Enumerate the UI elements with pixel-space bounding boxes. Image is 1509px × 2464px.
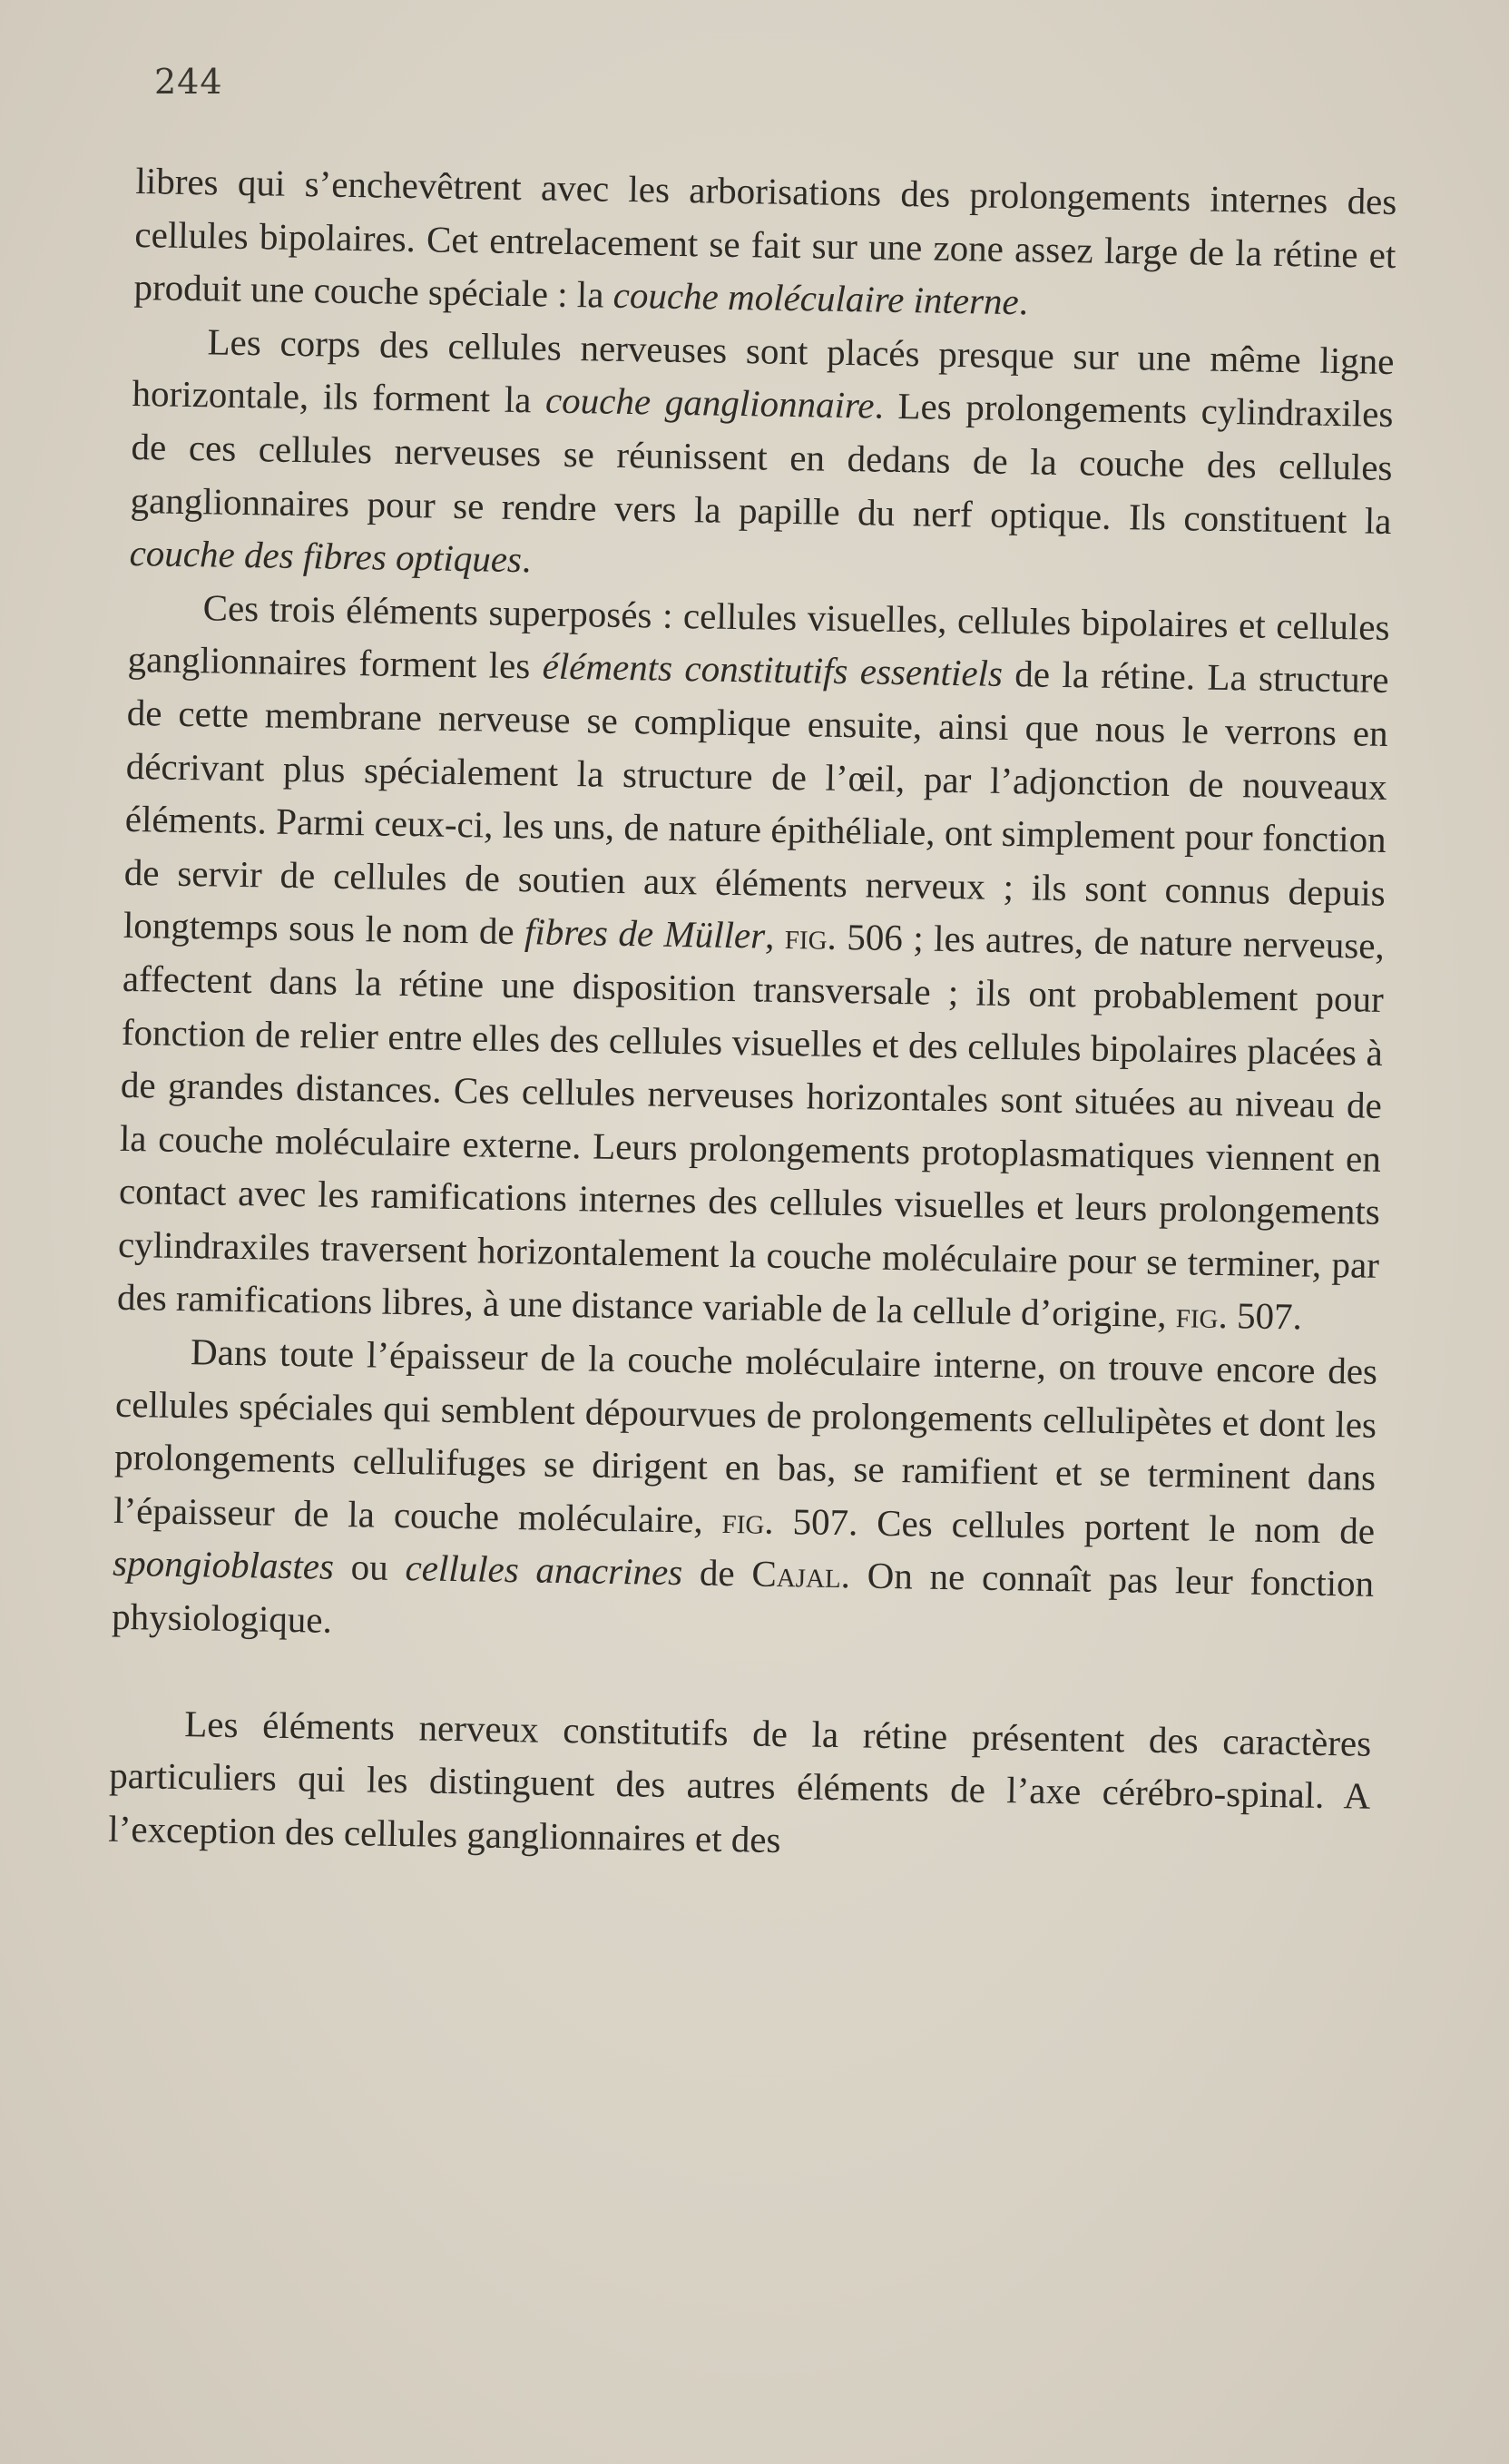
italic-term: couche ganglionnaire bbox=[544, 378, 875, 427]
page-number: 244 bbox=[154, 62, 223, 102]
italic-term: éléments constitutifs essentiels bbox=[542, 644, 1004, 695]
paragraph bbox=[112, 1324, 1378, 1664]
text-run: . On ne connaît pas leur fonction physiologique. bbox=[111, 1554, 1375, 1641]
text-run: , bbox=[764, 914, 786, 957]
paragraph bbox=[117, 580, 1390, 1345]
text-run: de bbox=[681, 1551, 752, 1595]
italic-term: cellules anacrines bbox=[405, 1546, 683, 1594]
text-run: Les corps des cellules nerveuses sont placés presque sur une même ligne horizontale, ils forment la bbox=[132, 320, 1395, 421]
small-caps-text: fig bbox=[721, 1498, 765, 1542]
text-run: . bbox=[521, 538, 532, 581]
text-run: Ces trois éléments superposés : cellules visuelles, cellules bipolaires et cellules ganglionnaires forment les bbox=[127, 586, 1390, 687]
italic-term: spongioblastes bbox=[112, 1542, 335, 1588]
text-run: Dans toute l’épaisseur de la couche moléculaire interne, on trouve encore des cellules spéciales qui semblent dépourvues de prolongements cellulipètes et dont les prolongements cellulifuges se dirigent en bas, se ramifient et se terminent dans l’épaisseur de la couche moléculaire, bbox=[113, 1330, 1378, 1541]
paragraph bbox=[108, 1695, 1372, 1876]
small-caps-text: fig bbox=[1175, 1293, 1219, 1337]
text-run: . 507. Ces cellules portent le nom de bbox=[764, 1499, 1376, 1552]
text-run: . 507. bbox=[1218, 1294, 1303, 1338]
small-caps-text: Cajal bbox=[751, 1552, 842, 1596]
paragraph bbox=[129, 314, 1395, 601]
text-run: Les éléments nerveux constitutifs de la rétine présentent des caractères particuliers qui les distinguent des autres éléments de l’axe cérébro-spinal. A l’exception des cellules ganglionnaires et des bbox=[108, 1702, 1372, 1860]
text-run: . 506 ; les autres, de nature nerveuse, affectent dans la rétine une disposition transversale ; ils ont probablement pour fonction de relier entre elles des cellules visuelles et des cellules bipolaires placées à de grandes distances. Ces cellules nerveuses horizontales sont situées au niveau de la couche moléculaire externe. Leurs prolongements protoplasmatiques viennent en contact avec les ramifications internes des cellules visuelles et leurs prolongements cylindraxiles traversent horizontalement la couche moléculaire pour se terminer, par des ramifications libres, à une distance variable de la cellule d’origine, bbox=[116, 916, 1386, 1336]
text-run: de la rétine. La structure de cette membrane nerveuse se complique ensuite, ainsi que nous le verrons en décrivant plus spécialement la structure de l’œil, par l’adjonction de nouveaux éléments. Parmi ceux-ci, les uns, de nature épithéliale, ont simplement pour fonction de servir de cellules de soutien aux éléments nerveux ; ils sont connus depuis longtemps sous le nom de bbox=[122, 653, 1389, 953]
body-text bbox=[108, 154, 1397, 1876]
text-run: ou bbox=[333, 1546, 406, 1589]
text-run: . bbox=[1018, 280, 1029, 323]
italic-term: couche moléculaire interne bbox=[612, 273, 1020, 323]
text-run: . Les prolongements cylindraxiles de ces cellules nerveuses se réunissent en dedans de la couche des cellules ganglionnaires pour se rendre vers la papille du nerf optique. Ils constituent la bbox=[130, 384, 1394, 542]
italic-term: fibres de Müller bbox=[524, 910, 766, 957]
text-run: libres qui s’enchevêtrent avec les arborisations des prolongements internes des cellules bipolaires. Cet entrelacement se fait sur une zone assez large de la rétine et produit une couche spéciale : la bbox=[133, 159, 1397, 316]
paragraph bbox=[133, 154, 1397, 335]
italic-term: couche des fibres optiques bbox=[129, 532, 523, 581]
small-caps-text: fig bbox=[784, 915, 828, 958]
